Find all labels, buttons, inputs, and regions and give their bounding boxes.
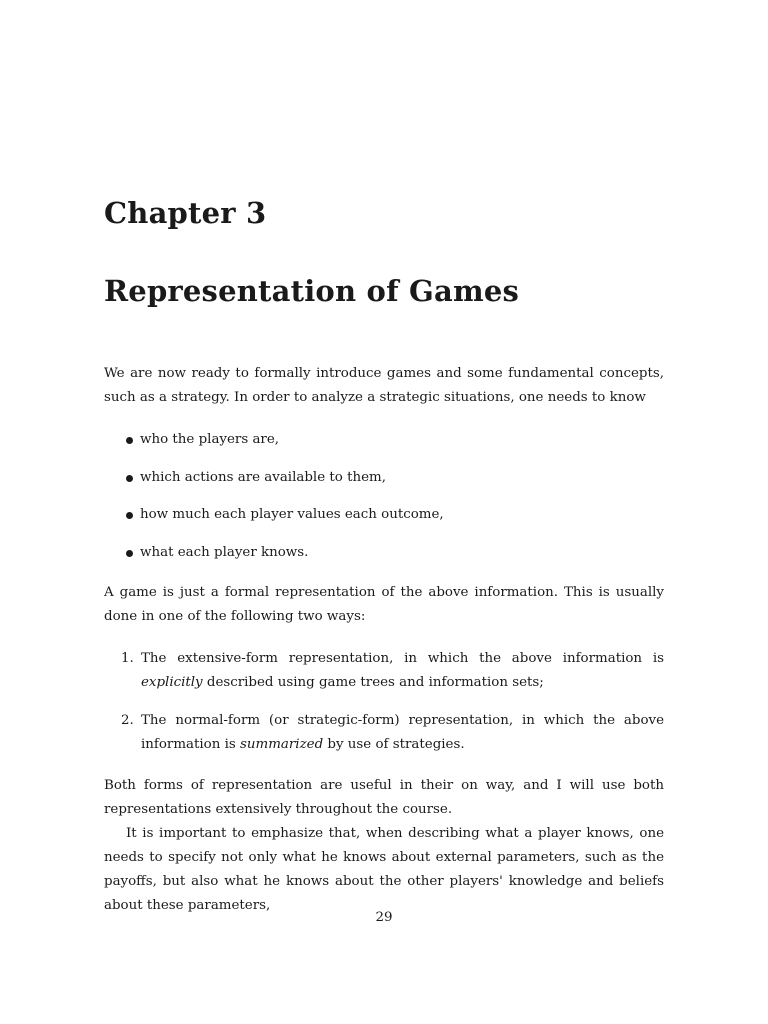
bullet-icon [126, 437, 133, 444]
enumeration-text-end: by use of strategies. [323, 737, 465, 752]
bullet-item [104, 541, 664, 565]
enumeration-text-start: The extensive-form representation, in which the above information is [141, 651, 664, 666]
bullet-icon [126, 550, 133, 557]
bullet-item [104, 428, 664, 452]
both-forms-paragraph: Both forms of representation are useful in their on way, and I will use both representations extensively throughout the course. [104, 778, 664, 817]
representation-paragraphs [104, 774, 664, 918]
bullet-text: which actions are available to them, [140, 469, 386, 485]
bullet-item [104, 466, 664, 490]
enumeration-number: 1. [121, 651, 134, 666]
emphasize-paragraph: It is important to emphasize that, when describing what a player knows, one needs to specify not only what he knows about external parameters, such as the payoffs, but also what he knows about the other players' knowledge and beliefs about these parameters, [104, 826, 664, 913]
enumeration-emphasis: summarized [240, 737, 324, 752]
enumeration-item [104, 709, 664, 757]
bullet-text: who the players are, [140, 432, 280, 447]
bullet-text: how much each player values each outcome, [140, 507, 444, 522]
enumeration-text [141, 709, 664, 757]
chapter-label: Chapter 3 [104, 196, 267, 230]
page-number: 29 [375, 910, 393, 925]
enumeration-emphasis: explicitly [141, 675, 203, 690]
game-definition-paragraph: A game is just a formal representation of the above information. This is usually done in one of the following two ways: [104, 585, 664, 624]
bullet-item [104, 503, 664, 527]
enumeration-item [104, 647, 664, 695]
knowledge-bullet-list [104, 428, 664, 578]
bullet-icon [126, 512, 133, 519]
enumeration-text-start: The normal-form (or strategic-form) representation, in which the above information is [141, 713, 664, 752]
intro-paragraph: We are now ready to formally introduce games and some fundamental concepts, such as a strategy. In order to analyze a strategic situations, one needs to know [104, 366, 664, 405]
enumeration-text [141, 647, 664, 695]
chapter-title: Representation of Games [104, 274, 520, 308]
bullet-icon [126, 475, 133, 482]
enumeration-number: 2. [121, 713, 134, 728]
bullet-text: what each player knows. [140, 544, 309, 560]
enumeration-text-end: described using game trees and information sets; [202, 675, 544, 690]
